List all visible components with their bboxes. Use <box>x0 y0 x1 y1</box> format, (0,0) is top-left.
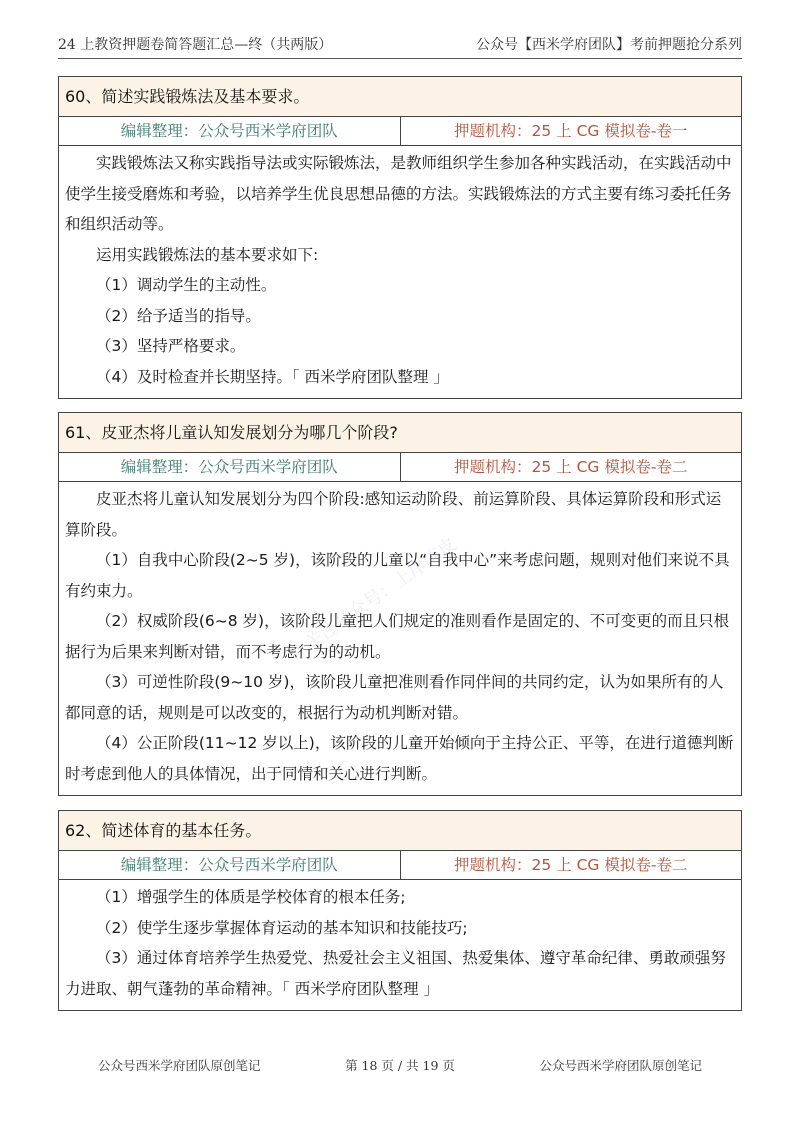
question-title: 62、简述体育的基本任务。 <box>59 811 741 851</box>
question-meta-row <box>59 453 741 482</box>
header-right-title: 公众号【西米学府团队】考前押题抢分系列 <box>476 37 742 53</box>
page-header <box>58 28 742 59</box>
question-title: 60、简述实践锻炼法及基本要求。 <box>59 77 741 117</box>
header-left-title: 24 上教资押题卷简答题汇总—终（共两版） <box>58 37 333 53</box>
answer-item: （1）自我中心阶段(2~5 岁)，该阶段的儿童以“自我中心”来考虑问题，规则对他们来说不具有约束力。 <box>65 551 730 600</box>
page-number: 第 18 页 / 共 19 页 <box>345 1058 455 1073</box>
editor-label: 编辑整理：公众号西米学府团队 <box>59 117 401 145</box>
answer-item: （3）可逆性阶段(9~10 岁)，该阶段儿童把准则看作同伴间的共同约定，认为如果所有的人都同意的话，规则是可以改变的，根据行为动机判断对错。 <box>65 673 724 722</box>
answer-item: （2）给予适当的指导。 <box>96 306 261 325</box>
source-label: 押题机构：25 上 CG 模拟卷-卷一 <box>454 122 688 140</box>
answer-item: （1）调动学生的主动性。 <box>96 276 277 294</box>
question-box-62 <box>58 810 742 1011</box>
answer-item: （2）权威阶段(6~8 岁)，该阶段儿童把人们规定的准则看作是固定的、不可变更的而且只根据行为后果来判断对错，而不考虑行为的动机。 <box>65 612 730 661</box>
page-footer <box>58 1056 742 1080</box>
footer-right: 公众号西米学府团队原创笔记 <box>539 1058 702 1073</box>
answer-paragraph: 实践锻炼法又称实践指导法或实际锻炼法，是教师组织学生参加各种实践活动，在实践活动中使学生接受磨炼和考验，以培养学生优良思想品德的方法。实践锻炼法的方式主要有练习委托任务和组织活动等。 <box>65 154 732 233</box>
question-title: 61、皮亚杰将儿童认知发展划分为哪几个阶段? <box>59 413 741 453</box>
answer-item: （3）坚持严格要求。 <box>96 337 246 355</box>
answer-item: （1）增强学生的体质是学校体育的根本任务; <box>96 888 406 906</box>
editor-label: 编辑整理：公众号西米学府团队 <box>59 851 401 879</box>
answer-item: （4）及时检查并长期坚持。「 西米学府团队整理 」 <box>96 367 449 386</box>
question-box-61 <box>58 412 742 796</box>
question-meta-row <box>59 851 741 880</box>
answer-paragraph: 运用实践锻炼法的基本要求如下: <box>96 245 319 264</box>
answer-paragraph: 皮亚杰将儿童认知发展划分为四个阶段:感知运动阶段、前运算阶段、具体运算阶段和形式运算阶段。 <box>65 490 722 539</box>
answer-item: （3）通过体育培养学生热爱党、热爱社会主义祖国、热爱集体、遵守革命纪律、勇敢顽强努力进取、朝气蓬勃的革命精神。「 西米学府团队整理 」 <box>65 949 726 998</box>
answer-body <box>59 146 741 398</box>
source-label: 押题机构：25 上 CG 模拟卷-卷二 <box>454 856 688 874</box>
watermark: 关注公众号：上岸陈皮 <box>301 534 461 655</box>
footer-left: 公众号西米学府团队原创笔记 <box>98 1058 261 1073</box>
question-meta-row <box>59 117 741 146</box>
answer-item: （4）公正阶段(11~12 岁以上)，该阶段的儿童开始倾向于主持公正、平等，在进行道德判断时考虑到他人的具体情况，出于同情和关心进行判断。 <box>65 734 734 783</box>
source-label: 押题机构：25 上 CG 模拟卷-卷二 <box>454 458 688 476</box>
answer-body <box>59 880 741 1010</box>
editor-label: 编辑整理：公众号西米学府团队 <box>59 453 401 481</box>
answer-item: （2）使学生逐步掌握体育运动的基本知识和技能技巧; <box>96 918 468 937</box>
answer-body <box>59 482 741 795</box>
question-box-60 <box>58 76 742 399</box>
